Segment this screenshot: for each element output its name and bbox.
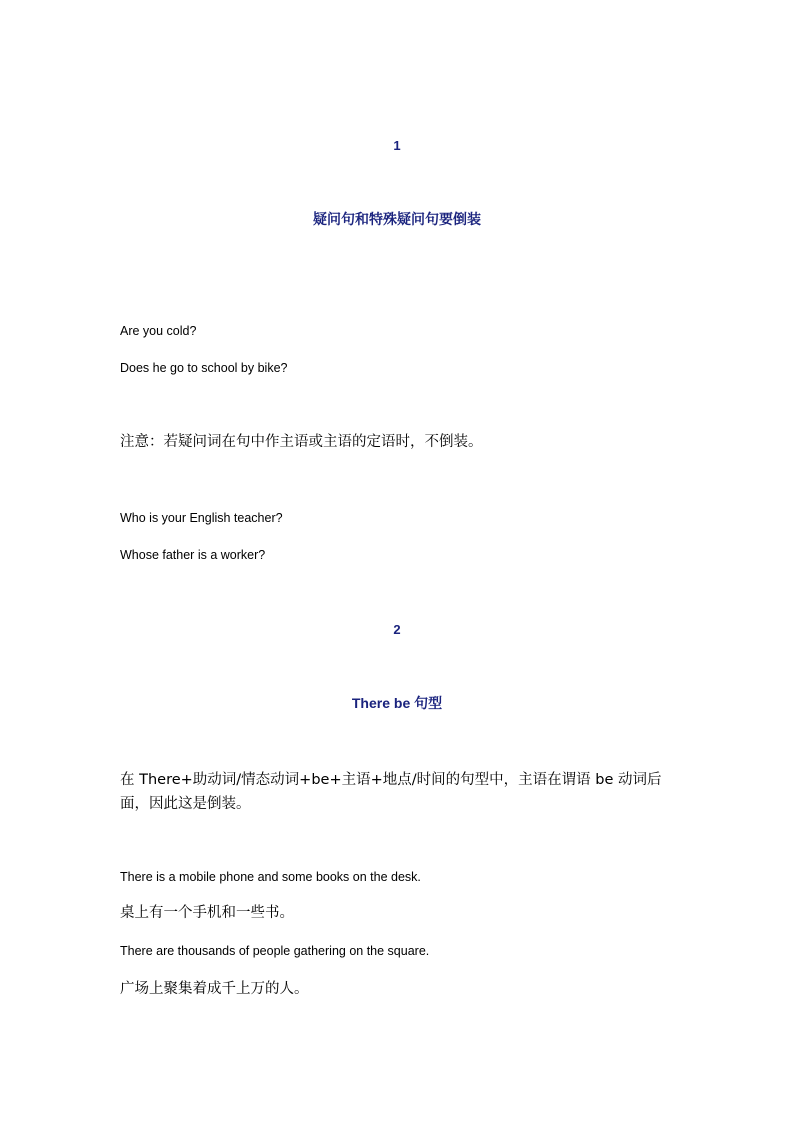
example-sentence: Are you cold? (120, 324, 197, 338)
example-sentence: Who is your English teacher? (120, 511, 283, 525)
note-text: 注意：若疑问词在句中作主语或主语的定语时，不倒装。 (120, 434, 483, 450)
example-sentence: Does he go to school by bike? (120, 361, 288, 375)
section-number: 1 (393, 138, 401, 153)
example-sentence: There are thousands of people gathering on the square. (120, 944, 430, 958)
section-number: 2 (393, 622, 401, 637)
example-sentence: Whose father is a worker? (120, 548, 266, 562)
example-translation: 桌上有一个手机和一些书。 (120, 905, 294, 921)
section-title: 疑问句和特殊疑问句要倒装 (313, 211, 481, 227)
explanation-paragraph: 在 There+助动词/情态动词+be+主语+地点/时间的句型中，主语在谓语 be 动词后面，因此这是倒装。 (120, 772, 662, 812)
example-sentence: There is a mobile phone and some books on the desk. (120, 870, 421, 884)
section-title: There be 句型 (351, 695, 443, 711)
example-translation: 广场上聚集着成千上万的人。 (120, 981, 309, 997)
